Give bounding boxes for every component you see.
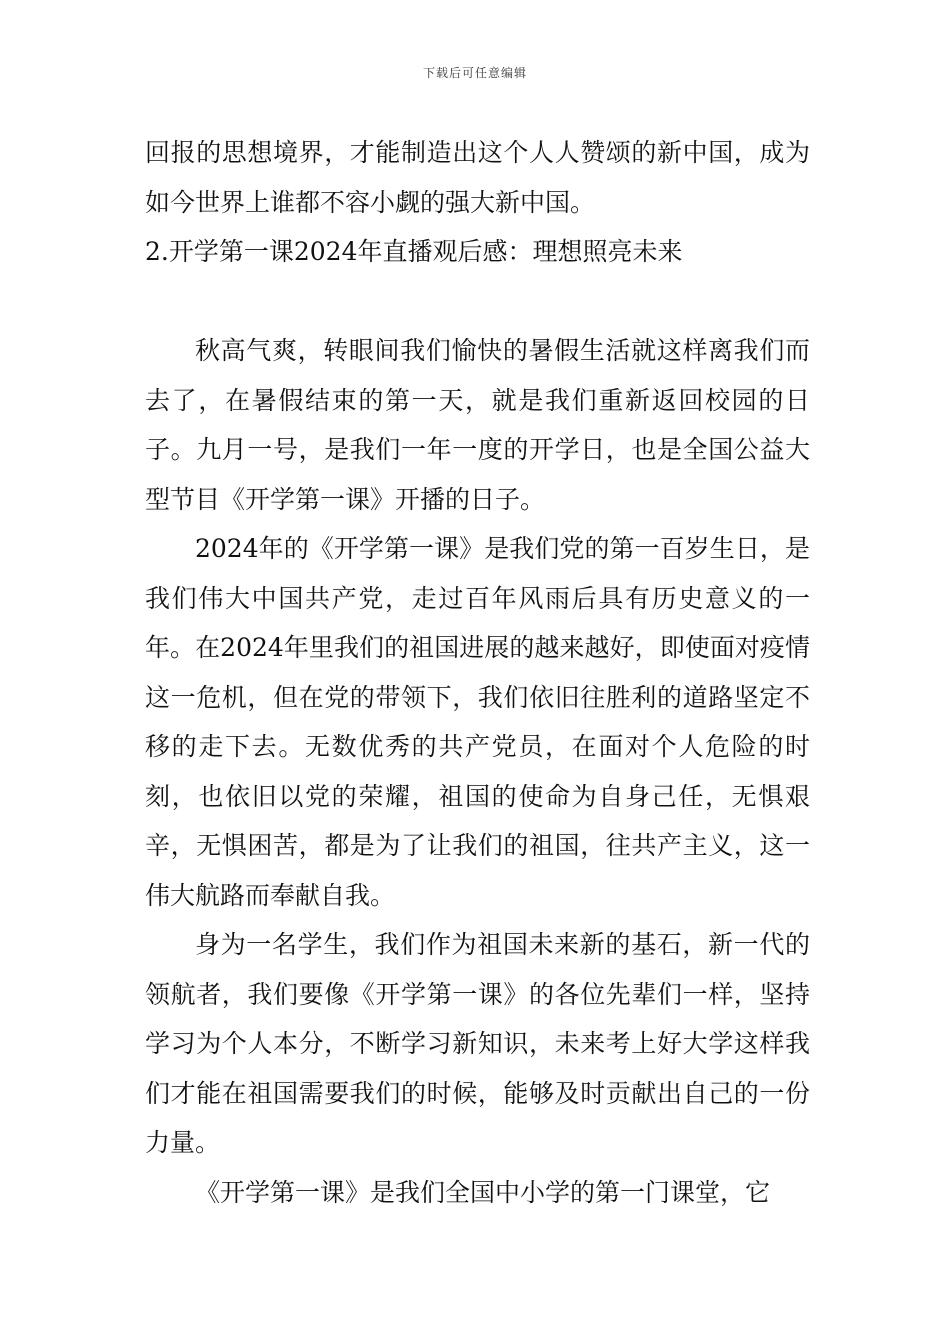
blank-line [145, 277, 810, 327]
continued-paragraph: 回报的思想境界，才能制造出这个人人赞颂的新中国，成为如今世界上谁都不容小觑的强大新中国。 [145, 138, 810, 217]
document-body [145, 128, 810, 1217]
paragraph: 《开学第一课》是我们全国中小学的第一门课堂，它 [195, 1177, 771, 1207]
paragraph: 2024年的《开学第一课》是我们党的第一百岁生日，是我们伟大中国共产党，走过百年风雨后具有历史意义的一年。在2024年里我们的祖国进展的越来越好，即使面对疫情这一危机，但在党的带领下，我们依旧往胜利的道路坚定不移的走下去。无数优秀的共产党员，在面对个人危险的时刻，也依旧以党的荣耀，祖国的使命为自身己任，无惧艰辛，无惧困苦，都是为了让我们的祖国，往共产主义，这一伟大航路而奉献自我。 [145, 534, 810, 910]
page-header: 下载后可任意编辑 [422, 66, 527, 80]
paragraph: 身为一名学生，我们作为祖国未来新的基石，新一代的领航者，我们要像《开学第一课》的各位先辈们一样，坚持学习为个人本分，不断学习新知识，未来考上好大学这样我们才能在祖国需要我们的时候，能够及时贡献出自己的一份力量。 [145, 930, 810, 1157]
section-heading: 2.开学第一课2024年直播观后感：理想照亮未来 [145, 237, 683, 266]
paragraph: 秋高气爽，转眼间我们愉快的暑假生活就这样离我们而去了，在暑假结束的第一天，就是我们重新返回校园的日子。九月一号，是我们一年一度的开学日，也是全国公益大型节目《开学第一课》开播的日子。 [145, 336, 810, 514]
